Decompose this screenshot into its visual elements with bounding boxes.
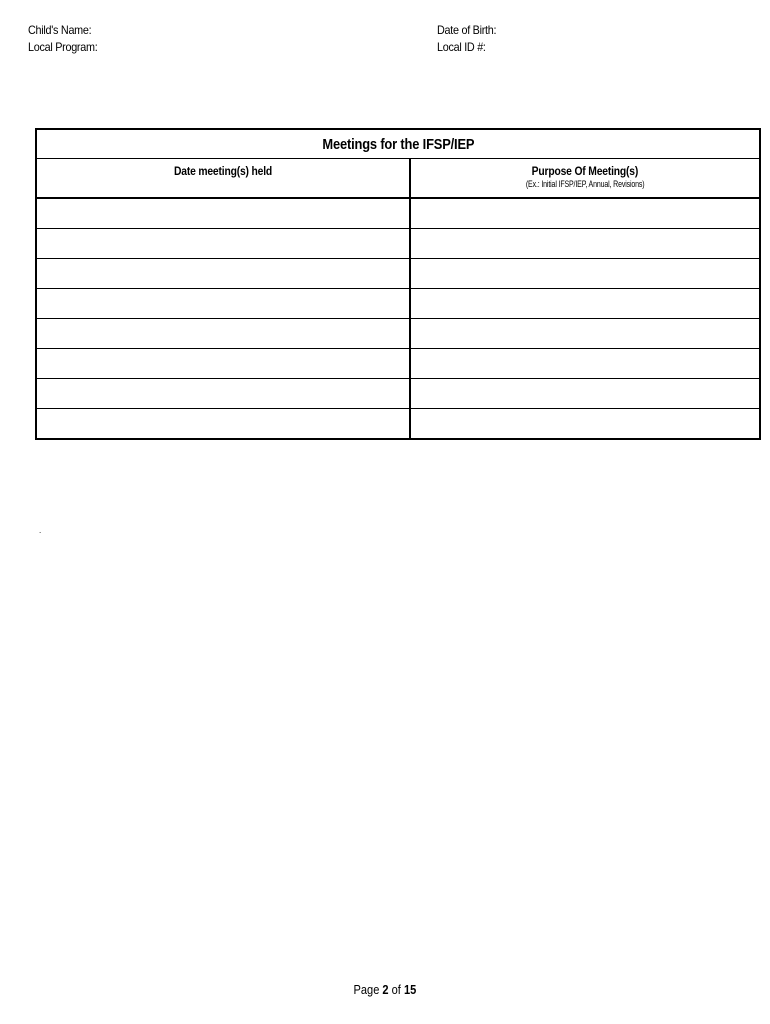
column-header-date: Date meeting(s) held	[36, 159, 410, 198]
child-name-label: Child's Name:	[28, 23, 92, 37]
table-row	[36, 258, 760, 288]
local-program-label: Local Program:	[28, 40, 98, 54]
column-subheader-purpose: (Ex.: Initial IFSP/IEP, Annual, Revisions)	[525, 179, 645, 190]
page-footer	[0, 982, 770, 997]
table-title: Meetings for the IFSP/IEP	[36, 129, 760, 159]
column-header-row	[36, 159, 760, 198]
header-right	[437, 22, 496, 56]
date-meeting-cell[interactable]	[36, 408, 410, 439]
stray-mark: .	[39, 526, 42, 535]
purpose-cell[interactable]	[410, 348, 760, 378]
table-row	[36, 288, 760, 318]
table-row	[36, 408, 760, 439]
date-of-birth-label: Date of Birth:	[437, 23, 497, 37]
meetings-table	[35, 128, 761, 440]
column-header-purpose: Purpose Of Meeting(s) (Ex.: Initial IFSP/IEP, Annual, Revisions)	[410, 159, 760, 198]
date-meeting-cell[interactable]	[36, 288, 410, 318]
date-meeting-cell[interactable]	[36, 348, 410, 378]
purpose-cell[interactable]	[410, 408, 760, 439]
table-row	[36, 318, 760, 348]
purpose-cell[interactable]	[410, 228, 760, 258]
date-meeting-cell[interactable]	[36, 228, 410, 258]
total-page-count: 15	[404, 982, 417, 997]
purpose-cell[interactable]	[410, 288, 760, 318]
table-row	[36, 348, 760, 378]
purpose-cell[interactable]	[410, 198, 760, 229]
page-prefix: Page	[353, 982, 380, 997]
entry-rows	[36, 198, 760, 439]
date-meeting-cell[interactable]	[36, 318, 410, 348]
current-page-number: 2	[382, 982, 389, 997]
page-separator: of	[391, 982, 401, 997]
purpose-cell[interactable]	[410, 378, 760, 408]
table-row	[36, 228, 760, 258]
date-meeting-cell[interactable]	[36, 258, 410, 288]
purpose-cell[interactable]	[410, 318, 760, 348]
purpose-cell[interactable]	[410, 258, 760, 288]
date-meeting-cell[interactable]	[36, 378, 410, 408]
local-id-label: Local ID #:	[437, 40, 486, 54]
table-row	[36, 198, 760, 229]
date-meeting-cell[interactable]	[36, 198, 410, 229]
header-left	[28, 22, 97, 56]
table-title-row	[36, 129, 760, 159]
table-row	[36, 378, 760, 408]
